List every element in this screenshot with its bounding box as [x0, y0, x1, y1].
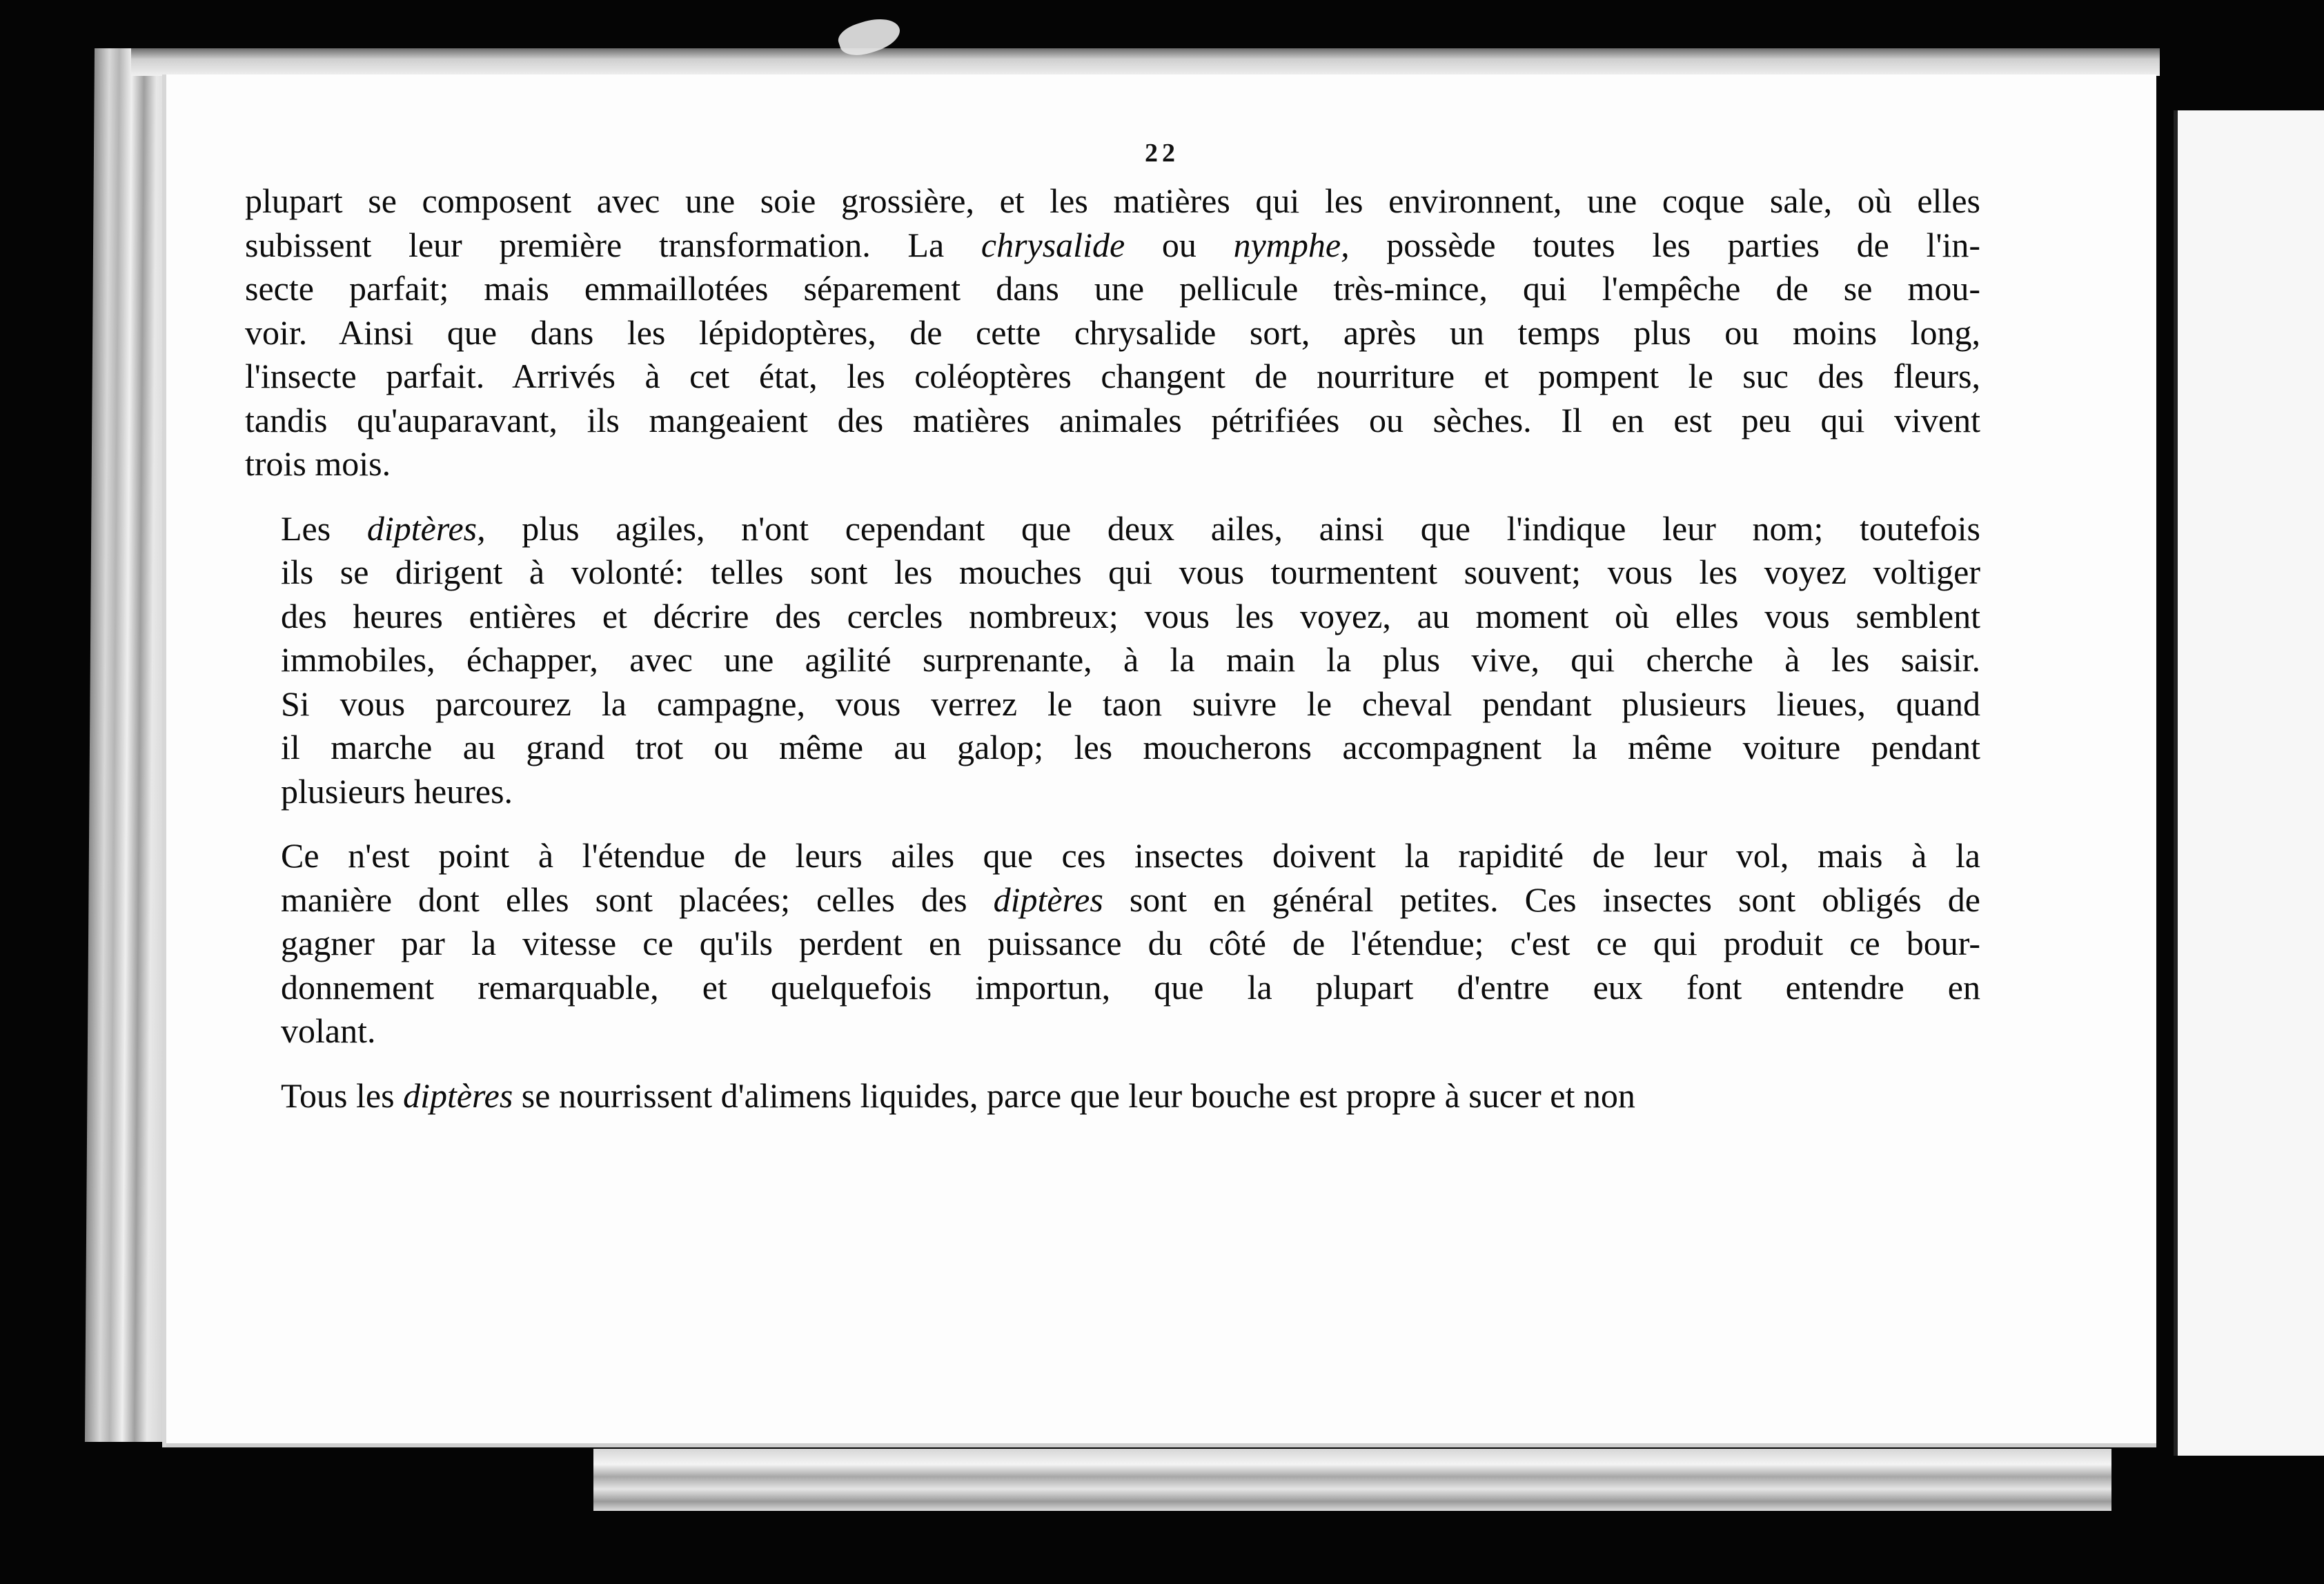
paragraph [245, 834, 1980, 1053]
text-line [245, 224, 1980, 268]
text-run: plus agiles, n'ont cependant que deux ailes, ainsi que l'indique leur nom; toutefois [485, 508, 1980, 548]
text-line [245, 682, 1980, 726]
text-run: Tous les [281, 1076, 404, 1115]
text-run: tandis qu'auparavant, ils mangeaient des matières animales pétrifiées ou sèches. Il en est peu qui vivent [245, 400, 1980, 439]
text-run: sont en général petites. Ces insectes sont obligés de [1103, 880, 1980, 919]
italic-term: nymphe, [1233, 225, 1350, 264]
text-run: secte parfait; mais emmaillotées séparement dans une pellicule très-mince, qui l'empêche de se mou- [245, 269, 1980, 308]
paragraph [245, 507, 1980, 814]
text-line [245, 834, 1980, 878]
text-line [245, 966, 1980, 1010]
text-run: volant. [281, 1011, 376, 1050]
italic-term: diptères [403, 1076, 513, 1115]
text-run: subissent leur première transformation. La [245, 225, 981, 264]
text-line [245, 638, 1980, 682]
text-line [245, 355, 1980, 399]
italic-term: diptères [993, 880, 1103, 919]
text-run: il marche au grand trot ou même au galop; les moucherons accompagnent la même voiture pendant [281, 728, 1980, 766]
text-run: des heures entières et décrire des cercles nombreux; vous les voyez, au moment où elles vous semblent [281, 596, 1980, 635]
text-run: Les [281, 508, 367, 548]
text-line [245, 442, 1980, 486]
text-run: Ce n'est point à l'étendue de leurs ailes que ces insectes doivent la rapidité de leur vol, mais à la [281, 836, 1980, 875]
text-run: immobiles, échapper, avec une agilité surprenante, à la main la plus vive, qui cherche à les saisir. [281, 640, 1980, 679]
text-run: possède toutes les parties de l'in- [1349, 225, 1981, 264]
text-run: voir. Ainsi que dans les lépidoptères, de cette chrysalide sort, après un temps plus ou moins long, [245, 313, 1980, 352]
body-text [245, 179, 1980, 1118]
text-line [245, 726, 1980, 770]
text-run: l'insecte parfait. Arrivés à cet état, les coléoptères changent de nourriture et pompent le suc des fleurs, [245, 357, 1980, 395]
text-line [245, 399, 1980, 443]
text-run: gagner par la vitesse ce qu'ils perdent en puissance du côté de l'étendue; c'est ce qui produit ce bour- [281, 924, 1980, 962]
text-run: ou [1125, 225, 1234, 264]
text-line [245, 179, 1980, 224]
paragraph [245, 1074, 1980, 1118]
text-run: se nourrissent d'alimens liquides, parce que leur bouche est propre à sucer et non [513, 1076, 1635, 1115]
text-line [245, 595, 1980, 639]
text-run: manière dont elles sont placées; celles des [281, 880, 994, 919]
page-stack-bottom [593, 1449, 2111, 1511]
text-line [245, 770, 1980, 814]
italic-term: diptères, [366, 508, 486, 548]
text-line [245, 267, 1980, 311]
text-line [245, 311, 1980, 355]
text-line [245, 878, 1980, 922]
page-top-edge [131, 48, 2160, 76]
facing-page-edge [2174, 110, 2324, 1456]
text-line [245, 551, 1980, 595]
text-run: Si vous parcourez la campagne, vous verrez le taon suivre le cheval pendant plusieurs lieues, quand [281, 684, 1980, 723]
text-line [245, 507, 1980, 551]
paragraph [245, 179, 1980, 486]
italic-term: chrysalide [981, 225, 1125, 264]
text-run: donnement remarquable, et quelquefois importun, que la plupart d'entre eux font entendre en [281, 967, 1980, 1007]
text-line [245, 922, 1980, 966]
page-number: 22 [1145, 139, 1179, 168]
text-line [245, 1074, 1980, 1118]
text-line [245, 1009, 1980, 1053]
text-run: plupart se composent avec une soie grossière, et les matières qui les environnent, une coque sale, où elles [245, 181, 1980, 220]
text-run: plusieurs heures. [281, 771, 513, 811]
text-run: trois mois. [245, 444, 391, 483]
text-run: ils se dirigent à volonté: telles sont les mouches qui vous tourmentent souvent; vous les voyez voltiger [281, 553, 1980, 591]
